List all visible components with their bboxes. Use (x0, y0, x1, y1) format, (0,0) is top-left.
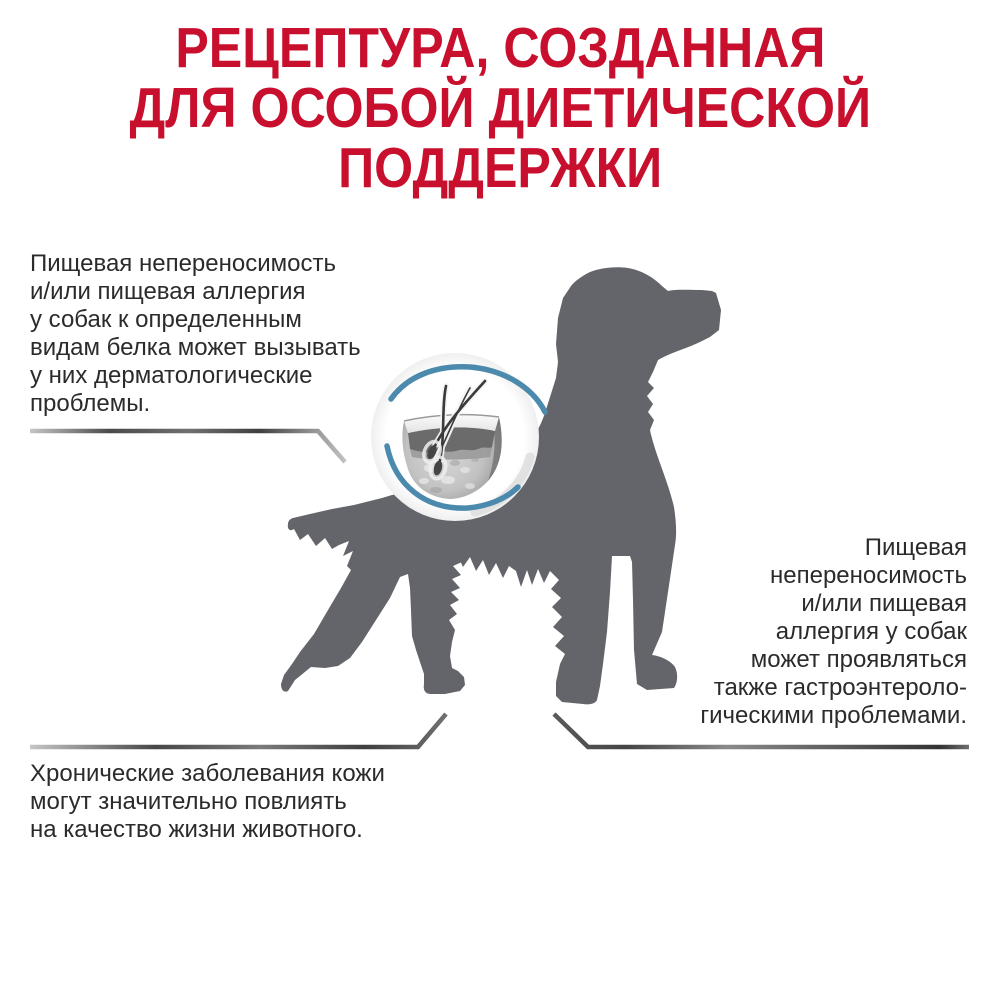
annotation-line: непереносимость (770, 562, 967, 589)
annotation-skin-quality-of-life (30, 760, 385, 844)
annotation-line: Пищевая (864, 534, 967, 561)
annotation-line: аллергия у собак (775, 618, 967, 645)
annotation-line: и/или пищевая (801, 590, 967, 617)
annotation-line: могут значительно повлиять (30, 788, 347, 815)
annotation-line: у них дерматологические (30, 362, 313, 389)
callout-line-top-left (30, 431, 345, 462)
callout-line-bottom-left (30, 714, 446, 747)
annotation-line: может проявляться (750, 646, 967, 673)
annotation-dermatological (30, 250, 361, 418)
annotation-line: и/или пищевая аллергия (30, 278, 306, 305)
annotation-line: на качество жизни животного. (30, 816, 363, 843)
annotation-line: гическими проблемами. (700, 702, 967, 729)
annotation-line: проблемы. (30, 390, 151, 417)
title-line-1: РЕЦЕПТУРА, СОЗДАННАЯ (174, 16, 826, 80)
annotation-line: также гастроэнтероло- (713, 674, 967, 701)
title-line-2: ДЛЯ ОСОБОЙ ДИЕТИЧЕСКОЙ (129, 76, 871, 140)
page-title (0, 18, 1000, 198)
annotation-line: видам белка может вызывать (30, 334, 361, 361)
annotation-line: у собак к определенным (30, 306, 302, 333)
title-line-3: ПОДДЕРЖКИ (337, 136, 663, 200)
annotation-line: Хронические заболевания кожи (30, 760, 385, 787)
annotation-gastroenterological (700, 534, 967, 730)
annotation-line: Пищевая непереносимость (30, 250, 336, 277)
